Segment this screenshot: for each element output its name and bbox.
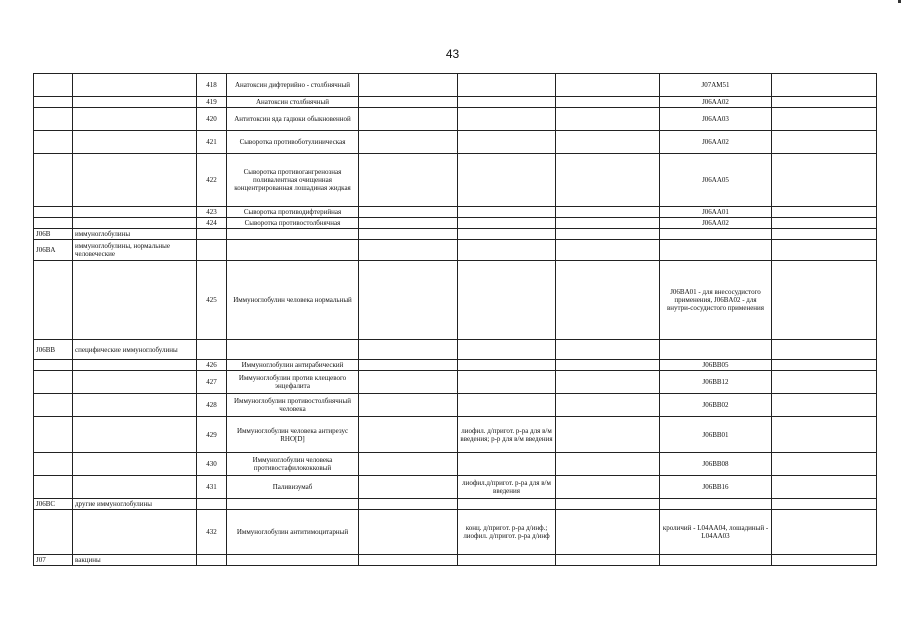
- atc-code: [660, 340, 772, 360]
- atc-code: J06BB05: [660, 360, 772, 371]
- atc-group-name: другие иммуноглобулины: [73, 499, 197, 510]
- table-body: [34, 74, 877, 566]
- empty-cell: [556, 360, 660, 371]
- atc-group-code: [34, 218, 73, 229]
- empty-cell: [359, 453, 458, 476]
- table-row: [34, 510, 877, 555]
- drug-name: [227, 340, 359, 360]
- atc-group-code: J06B: [34, 229, 73, 240]
- empty-cell: [359, 510, 458, 555]
- empty-cell: [556, 108, 660, 131]
- table-row: [34, 360, 877, 371]
- drug-name: Сыворотка противостолбнячная: [227, 218, 359, 229]
- atc-group-code: J06BB: [34, 340, 73, 360]
- dosage-form: [458, 74, 556, 97]
- empty-cell: [772, 476, 877, 499]
- empty-cell: [359, 261, 458, 340]
- atc-group-name: [73, 360, 197, 371]
- empty-cell: [772, 218, 877, 229]
- atc-code: J06AA02: [660, 131, 772, 154]
- atc-group-code: [34, 360, 73, 371]
- empty-cell: [772, 417, 877, 453]
- empty-cell: [359, 240, 458, 261]
- dosage-form: [458, 371, 556, 394]
- table-row: [34, 555, 877, 566]
- empty-cell: [772, 499, 877, 510]
- atc-group-name: [73, 261, 197, 340]
- empty-cell: [772, 510, 877, 555]
- row-number: [197, 340, 227, 360]
- empty-cell: [772, 394, 877, 417]
- atc-group-name: [73, 74, 197, 97]
- atc-code: J06BB08: [660, 453, 772, 476]
- empty-cell: [359, 74, 458, 97]
- dosage-form: [458, 97, 556, 108]
- atc-code: [660, 240, 772, 261]
- dosage-form: [458, 555, 556, 566]
- dosage-form: [458, 154, 556, 207]
- table-row: [34, 74, 877, 97]
- row-number: 426: [197, 360, 227, 371]
- atc-code: J06BB01: [660, 417, 772, 453]
- atc-code: J06AA03: [660, 108, 772, 131]
- empty-cell: [556, 453, 660, 476]
- empty-cell: [556, 229, 660, 240]
- row-number: 429: [197, 417, 227, 453]
- row-number: 432: [197, 510, 227, 555]
- row-number: 421: [197, 131, 227, 154]
- table-row: [34, 371, 877, 394]
- empty-cell: [772, 97, 877, 108]
- dosage-form: лиофил. д/пригот. р-ра для в/м введения; р-р для в/м введения: [458, 417, 556, 453]
- empty-cell: [556, 371, 660, 394]
- empty-cell: [772, 154, 877, 207]
- empty-cell: [359, 555, 458, 566]
- table-row: [34, 417, 877, 453]
- row-number: 419: [197, 97, 227, 108]
- atc-group-name: иммуноглобулины, нормальные человеческие: [73, 240, 197, 261]
- atc-code: J06AA05: [660, 154, 772, 207]
- empty-cell: [556, 476, 660, 499]
- empty-cell: [556, 499, 660, 510]
- drug-name: Иммуноглобулин человека антирезус RHO[D]: [227, 417, 359, 453]
- atc-code: [660, 555, 772, 566]
- empty-cell: [772, 453, 877, 476]
- atc-group-name: вакцины: [73, 555, 197, 566]
- empty-cell: [772, 207, 877, 218]
- empty-cell: [772, 371, 877, 394]
- table-row: [34, 340, 877, 360]
- table-row: [34, 229, 877, 240]
- empty-cell: [556, 261, 660, 340]
- dosage-form: [458, 240, 556, 261]
- atc-group-name: [73, 97, 197, 108]
- atc-group-code: [34, 476, 73, 499]
- empty-cell: [556, 555, 660, 566]
- atc-group-code: [34, 261, 73, 340]
- table-row: [34, 154, 877, 207]
- empty-cell: [359, 340, 458, 360]
- table-row: [34, 261, 877, 340]
- drug-name: Иммуноглобулин антитимоцитарный: [227, 510, 359, 555]
- empty-cell: [359, 207, 458, 218]
- atc-group-code: J07: [34, 555, 73, 566]
- drug-list-table: [33, 73, 877, 566]
- table-row: [34, 476, 877, 499]
- empty-cell: [556, 240, 660, 261]
- empty-cell: [772, 360, 877, 371]
- drug-name: Сыворотка противодифтерийная: [227, 207, 359, 218]
- drug-name: [227, 229, 359, 240]
- atc-group-name: [73, 453, 197, 476]
- dosage-form: [458, 261, 556, 340]
- table-row: [34, 108, 877, 131]
- drug-name: Сыворотка противогангренозная поливалентная очищенная концентрированная лошадиная жидкая: [227, 154, 359, 207]
- atc-group-code: J06BA: [34, 240, 73, 261]
- atc-group-name: [73, 394, 197, 417]
- table-row: [34, 207, 877, 218]
- dosage-form: [458, 131, 556, 154]
- atc-group-code: [34, 394, 73, 417]
- row-number: 430: [197, 453, 227, 476]
- atc-group-name: иммуноглобулины: [73, 229, 197, 240]
- drug-name: Сыворотка противоботулиническая: [227, 131, 359, 154]
- empty-cell: [359, 97, 458, 108]
- empty-cell: [359, 476, 458, 499]
- empty-cell: [359, 417, 458, 453]
- empty-cell: [556, 131, 660, 154]
- atc-group-name: [73, 131, 197, 154]
- drug-name: Иммуноглобулин против клещевого энцефалита: [227, 371, 359, 394]
- empty-cell: [556, 207, 660, 218]
- row-number: 427: [197, 371, 227, 394]
- empty-cell: [772, 340, 877, 360]
- empty-cell: [772, 555, 877, 566]
- atc-code: J06AA02: [660, 97, 772, 108]
- empty-cell: [772, 229, 877, 240]
- atc-group-name: [73, 207, 197, 218]
- empty-cell: [556, 218, 660, 229]
- empty-cell: [359, 154, 458, 207]
- atc-group-code: [34, 371, 73, 394]
- atc-group-code: [34, 453, 73, 476]
- row-number: [197, 555, 227, 566]
- empty-cell: [359, 229, 458, 240]
- empty-cell: [556, 74, 660, 97]
- empty-cell: [359, 499, 458, 510]
- dosage-form: [458, 207, 556, 218]
- drug-name: Паливизумаб: [227, 476, 359, 499]
- atc-group-code: [34, 74, 73, 97]
- atc-group-name: [73, 510, 197, 555]
- row-number: 424: [197, 218, 227, 229]
- atc-code: J06BB02: [660, 394, 772, 417]
- empty-cell: [772, 240, 877, 261]
- atc-code: J06BA01 - для внесосудистого применения, J06BA02 - для внутри-сосудистого применения: [660, 261, 772, 340]
- atc-group-code: [34, 417, 73, 453]
- empty-cell: [556, 340, 660, 360]
- table-row: [34, 97, 877, 108]
- dosage-form: [458, 108, 556, 131]
- table-row: [34, 499, 877, 510]
- table-row: [34, 131, 877, 154]
- empty-cell: [359, 360, 458, 371]
- empty-cell: [359, 131, 458, 154]
- table-row: [34, 453, 877, 476]
- atc-code: J06BB16: [660, 476, 772, 499]
- atc-group-code: [34, 131, 73, 154]
- dosage-form: [458, 340, 556, 360]
- empty-cell: [359, 371, 458, 394]
- atc-code: [660, 499, 772, 510]
- row-number: 422: [197, 154, 227, 207]
- atc-group-code: [34, 510, 73, 555]
- atc-group-name: [73, 371, 197, 394]
- dosage-form: [458, 218, 556, 229]
- atc-code: J06AA02: [660, 218, 772, 229]
- row-number: [197, 229, 227, 240]
- atc-group-name: специфические иммуноглобулины: [73, 340, 197, 360]
- atc-group-name: [73, 154, 197, 207]
- drug-name: Анатоксин дифтерийно - столбнячный: [227, 74, 359, 97]
- table-row: [34, 218, 877, 229]
- dosage-form: [458, 453, 556, 476]
- empty-cell: [359, 218, 458, 229]
- drug-name: Иммуноглобулин человека противостафилококковый: [227, 453, 359, 476]
- dosage-form: лиофил.д/пригот. р-ра для в/м введения: [458, 476, 556, 499]
- empty-cell: [772, 74, 877, 97]
- empty-cell: [556, 510, 660, 555]
- dosage-form: [458, 229, 556, 240]
- drug-name: Иммуноглобулин противостолбнячный человека: [227, 394, 359, 417]
- atc-group-name: [73, 476, 197, 499]
- dosage-form: [458, 394, 556, 417]
- corner-mark: [898, 0, 901, 3]
- row-number: 420: [197, 108, 227, 131]
- drug-name: [227, 240, 359, 261]
- row-number: 428: [197, 394, 227, 417]
- empty-cell: [556, 154, 660, 207]
- drug-name: [227, 499, 359, 510]
- row-number: [197, 240, 227, 261]
- atc-group-code: [34, 108, 73, 131]
- empty-cell: [556, 417, 660, 453]
- atc-group-code: [34, 97, 73, 108]
- row-number: [197, 499, 227, 510]
- atc-group-name: [73, 218, 197, 229]
- page-number: 43: [445, 47, 460, 61]
- row-number: 425: [197, 261, 227, 340]
- empty-cell: [556, 97, 660, 108]
- dosage-form: конц. д/пригот. р-ра д/инф.; лиофил. д/пригот. р-ра д/инф: [458, 510, 556, 555]
- atc-group-code: [34, 207, 73, 218]
- atc-code: J06AA01: [660, 207, 772, 218]
- drug-name: Антитоксин яда гадюки обыкновенной: [227, 108, 359, 131]
- atc-group-code: [34, 154, 73, 207]
- drug-name: [227, 555, 359, 566]
- atc-code: J07AM51: [660, 74, 772, 97]
- empty-cell: [772, 131, 877, 154]
- table-row: [34, 394, 877, 417]
- atc-group-code: J06BC: [34, 499, 73, 510]
- empty-cell: [359, 108, 458, 131]
- atc-group-name: [73, 108, 197, 131]
- atc-code: J06BB12: [660, 371, 772, 394]
- atc-code: кроличий - L04AA04, лошадиный - L04AA03: [660, 510, 772, 555]
- empty-cell: [772, 108, 877, 131]
- dosage-form: [458, 360, 556, 371]
- drug-name: Иммуноглобулин антирабический: [227, 360, 359, 371]
- table-row: [34, 240, 877, 261]
- drug-name: Иммуноглобулин человека нормальный: [227, 261, 359, 340]
- drug-name: Анатоксин столбнячный: [227, 97, 359, 108]
- empty-cell: [556, 394, 660, 417]
- empty-cell: [772, 261, 877, 340]
- empty-cell: [359, 394, 458, 417]
- atc-group-name: [73, 417, 197, 453]
- row-number: 423: [197, 207, 227, 218]
- dosage-form: [458, 499, 556, 510]
- row-number: 431: [197, 476, 227, 499]
- atc-code: [660, 229, 772, 240]
- row-number: 418: [197, 74, 227, 97]
